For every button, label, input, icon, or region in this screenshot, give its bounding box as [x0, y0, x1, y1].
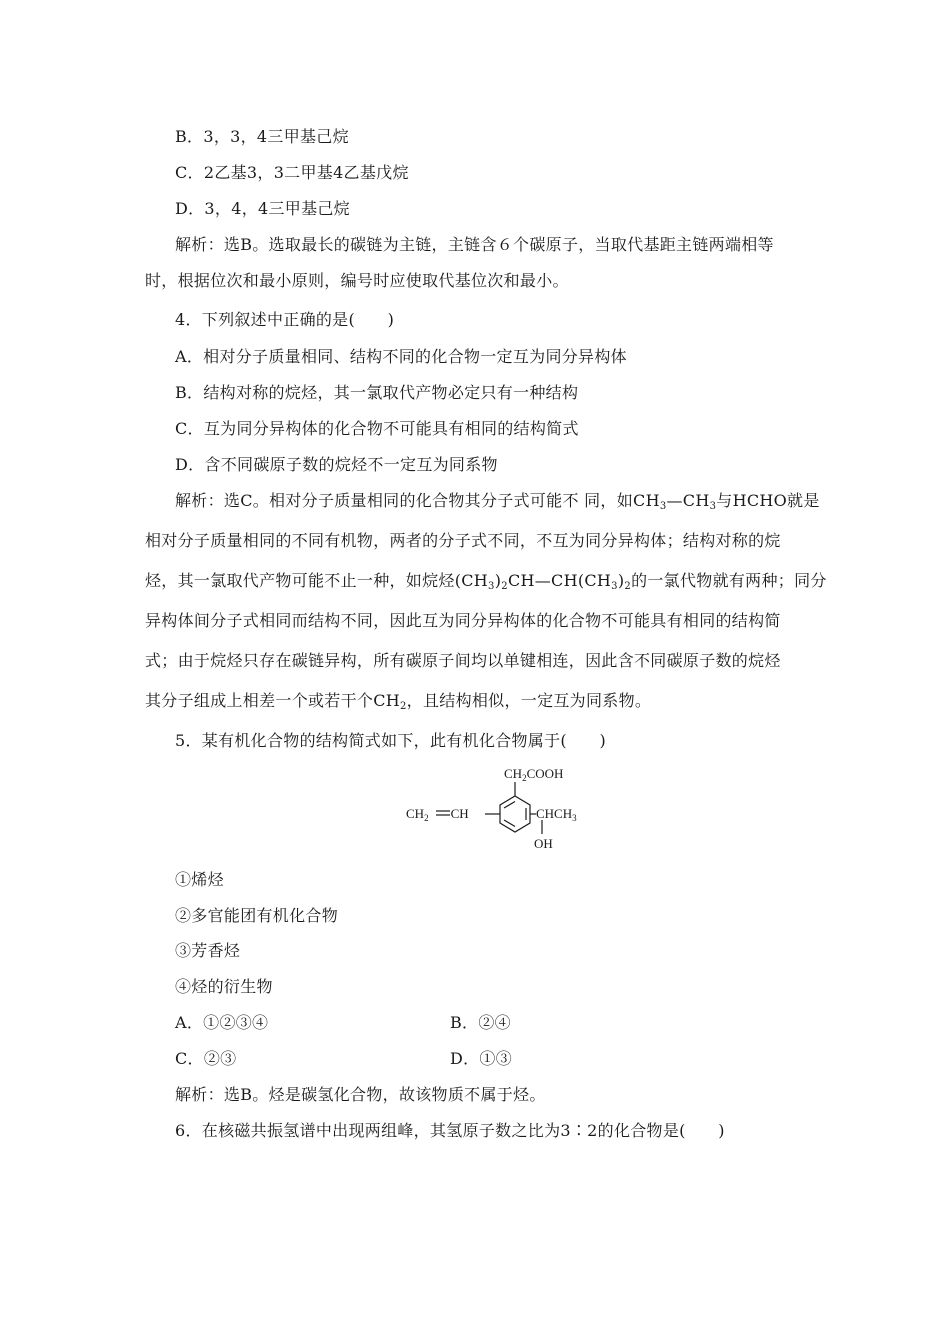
q4-option-a: A．相对分子质量相同、结构不同的化合物一定互为同分异构体 [175, 347, 627, 366]
q3-analysis-line-1: 解析：选B。选取最长的碳链为主链，主链含６个碳原子，当取代基距主链两端相等 [175, 235, 774, 254]
q3-option-d: D．3，4，4三甲基己烷 [175, 199, 350, 218]
q4-analysis-line-2: 相对分子质量相同的不同有机物，两者的分子式不同，不互为同分异构体；结构对称的烷 [145, 531, 781, 550]
q5-item-2: ②多官能团有机化合物 [175, 906, 339, 925]
q4-analysis-line-3: 烃，其一氯取代产物可能不止一种，如烷烃$(CH_3)_2CH—CH(CH_3)_2$的一氯代物就有两种；同分 [145, 571, 827, 592]
q4-option-b: B．结构对称的烷烃，其一氯取代产物必定只有一种结构 [175, 383, 579, 402]
q4-option-c: C．互为同分异构体的化合物不可能具有相同的结构简式 [175, 419, 579, 438]
top-group-label: $CH_2COOH$ [504, 766, 564, 783]
q4-analysis-line-4: 异构体间分子式相同而结构不同，因此互为同分异构体的化合物不可能具有相同的结构简 [145, 611, 781, 630]
q5-analysis: 解析：选B。烃是碳氢化合物，故该物质不属于烃。 [175, 1085, 546, 1104]
q5-item-3: ③芳香烃 [175, 941, 241, 960]
q5-option-a: A．①②③④ [175, 1013, 269, 1032]
q5-stem: 5．某有机化合物的结构简式如下，此有机化合物属于( ) [175, 731, 607, 750]
q3-analysis-line-2: 时，根据位次和最小原则，编号时应使取代基位次和最小。 [145, 271, 569, 290]
q4-analysis-line-6: 其分子组成上相差一个或若干个$CH_2$，且结构相似，一定互为同系物。 [145, 691, 652, 712]
left-group-label: $CH_2$ CH [406, 806, 469, 823]
q3-option-b: B．3，3，4三甲基己烷 [175, 127, 349, 146]
q5-option-b: B．②④ [450, 1013, 511, 1032]
q4-analysis-line-1: 解析：选C。相对分子质量相同的化合物其分子式可能不 同，如$CH_3—CH_3$与HCHO就是 [175, 491, 820, 512]
q4-analysis-line-5: 式；由于烷烃只存在碳链异构，所有碳原子间均以单键相连，因此含不同碳原子数的烷烃 [145, 651, 781, 670]
q5-item-4: ④烃的衍生物 [175, 977, 273, 996]
hydroxyl-label: OH [534, 836, 553, 851]
q4-option-d: D．含不同碳原子数的烷烃不一定互为同系物 [175, 455, 498, 474]
structural-formula [400, 760, 600, 860]
q5-item-1: ①烯烃 [175, 870, 224, 889]
q5-option-c: C．②③ [175, 1049, 237, 1068]
right-group-label: $CHCH_3$ [536, 806, 577, 823]
q3-option-c: C．2乙基3，3二甲基4乙基戊烷 [175, 163, 409, 182]
q6-stem: 6．在核磁共振氢谱中出现两组峰，其氢原子数之比为3∶2的化合物是( ) [175, 1121, 725, 1140]
q5-option-d: D．①③ [450, 1049, 513, 1068]
q4-stem: 4．下列叙述中正确的是( ) [175, 310, 395, 329]
